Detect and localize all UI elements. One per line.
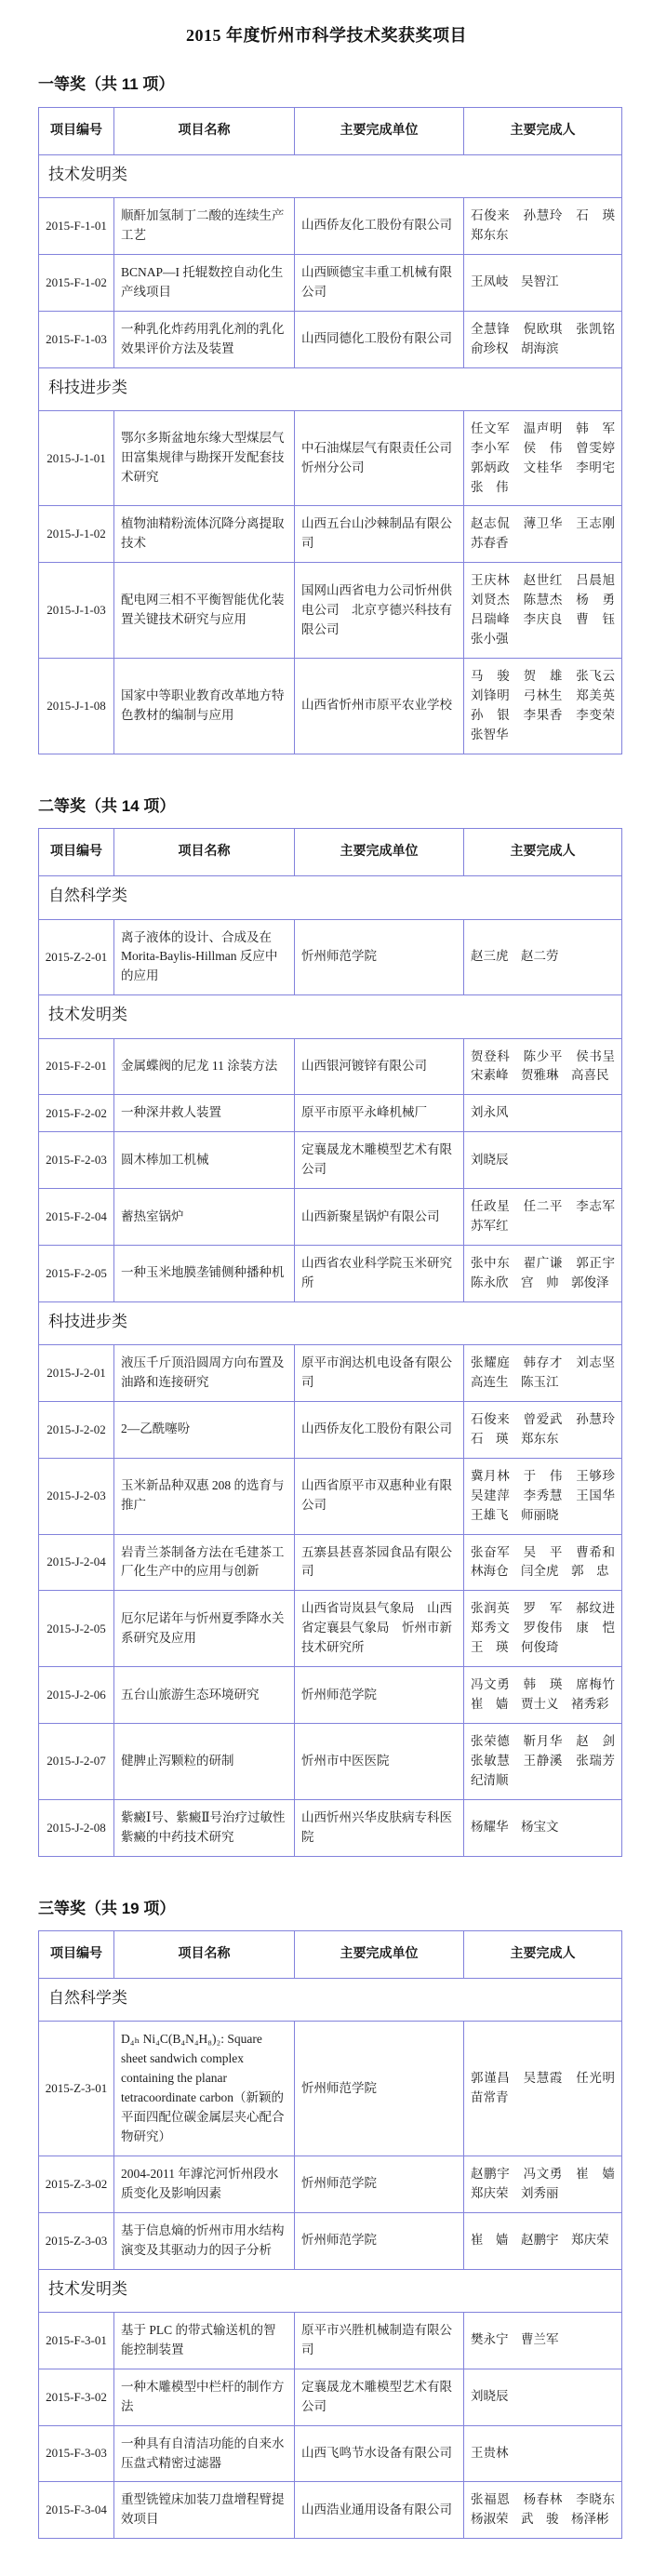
project-row bbox=[39, 1534, 622, 1591]
category-row bbox=[39, 995, 622, 1038]
project-people: 张中东 翟广谦 郭正宇 陈永欣 宫 帅 郭俊泽 bbox=[464, 1246, 622, 1302]
award-sections bbox=[0, 75, 653, 2539]
project-people: 刘晓辰 bbox=[464, 2369, 622, 2425]
project-row bbox=[39, 1345, 622, 1402]
project-row bbox=[39, 2312, 622, 2369]
project-unit: 山西顾德宝丰重工机械有限公司 bbox=[295, 254, 464, 311]
project-name: 紫癜Ⅰ号、紫癜Ⅱ号治疗过敏性紫癜的中药技术研究 bbox=[114, 1799, 295, 1856]
section-heading: 一等奖（共 11 项） bbox=[38, 75, 175, 94]
project-name: 基于 PLC 的带式输送机的智能控制装置 bbox=[114, 2312, 295, 2369]
header-row bbox=[39, 107, 622, 154]
project-id: 2015-J-1-01 bbox=[39, 410, 114, 506]
project-id: 2015-J-2-05 bbox=[39, 1591, 114, 1667]
award-section bbox=[0, 75, 653, 754]
project-id: 2015-J-2-01 bbox=[39, 1345, 114, 1402]
section-heading: 三等奖（共 19 项） bbox=[38, 1899, 176, 1917]
category-label: 科技进步类 bbox=[39, 1301, 622, 1344]
awards-table bbox=[38, 107, 628, 754]
project-row bbox=[39, 2369, 622, 2425]
project-row bbox=[39, 410, 622, 506]
project-people: 张润英 罗 军 郝纹进 郑秀文 罗俊伟 康 恺 王 瑛 何俊琦 bbox=[464, 1591, 622, 1667]
project-people: 刘晓辰 bbox=[464, 1132, 622, 1189]
project-id: 2015-F-2-02 bbox=[39, 1095, 114, 1132]
column-header: 项目编号 bbox=[39, 1931, 114, 1979]
project-unit: 忻州师范学院 bbox=[295, 2212, 464, 2269]
awards-table bbox=[38, 828, 628, 1857]
project-name: 顺酐加氢制丁二酸的连续生产工艺 bbox=[114, 198, 295, 255]
project-people: 贺登科 陈少平 侯书呈 宋素峰 贺雅琳 高喜民 bbox=[464, 1038, 622, 1095]
project-people: 石俊来 曾爱武 孙慧玲 石 瑛 郑东东 bbox=[464, 1401, 622, 1458]
project-row bbox=[39, 919, 622, 995]
project-row bbox=[39, 2212, 622, 2269]
project-id: 2015-F-1-01 bbox=[39, 198, 114, 255]
category-row bbox=[39, 876, 622, 919]
project-name: 2004-2011 年滹沱河忻州段水质变化及影响因素 bbox=[114, 2156, 295, 2212]
project-unit: 山西省岢岚县气象局 山西省定襄县气象局 忻州市新技术研究所 bbox=[295, 1591, 464, 1667]
project-people: 张福恩 杨春林 李晓东 杨淑荣 武 骏 杨泽彬 bbox=[464, 2482, 622, 2539]
project-unit: 忻州师范学院 bbox=[295, 919, 464, 995]
column-header: 主要完成人 bbox=[464, 829, 622, 876]
column-header: 项目编号 bbox=[39, 829, 114, 876]
project-id: 2015-Z-3-02 bbox=[39, 2156, 114, 2212]
project-row bbox=[39, 563, 622, 659]
project-name: 圆木棒加工机械 bbox=[114, 1132, 295, 1189]
project-name: 鄂尔多斯盆地东缘大型煤层气田富集规律与勘探开发配套技术研究 bbox=[114, 410, 295, 506]
project-unit: 原平市原平永峰机械厂 bbox=[295, 1095, 464, 1132]
project-id: 2015-Z-2-01 bbox=[39, 919, 114, 995]
project-row bbox=[39, 1095, 622, 1132]
project-unit: 山西新聚星锅炉有限公司 bbox=[295, 1189, 464, 1246]
project-unit: 定襄晟龙木雕模型艺术有限公司 bbox=[295, 2369, 464, 2425]
project-id: 2015-F-2-05 bbox=[39, 1246, 114, 1302]
project-people: 石俊来 孙慧玲 石 瑛 郑东东 bbox=[464, 198, 622, 255]
project-unit: 山西侨友化工股份有限公司 bbox=[295, 1401, 464, 1458]
project-people: 赵志侃 薄卫华 王志刚 苏春香 bbox=[464, 506, 622, 563]
project-id: 2015-J-2-08 bbox=[39, 1799, 114, 1856]
project-name: 蓄热室锅炉 bbox=[114, 1189, 295, 1246]
project-row bbox=[39, 1667, 622, 1724]
project-people: 张荣德 靳月华 赵 剑 张敏慧 王静溪 张瑞芳 纪清顺 bbox=[464, 1724, 622, 1800]
project-unit: 原平市兴胜机械制造有限公司 bbox=[295, 2312, 464, 2369]
project-row bbox=[39, 2156, 622, 2212]
project-id: 2015-Z-3-03 bbox=[39, 2212, 114, 2269]
project-unit: 中石油煤层气有限责任公司忻州分公司 bbox=[295, 410, 464, 506]
column-header: 主要完成人 bbox=[464, 1931, 622, 1979]
project-id: 2015-F-2-01 bbox=[39, 1038, 114, 1095]
page-title: 2015 年度忻州市科学技术奖获奖项目 bbox=[186, 26, 467, 45]
project-people: 任政星 任二平 李志军 苏军红 bbox=[464, 1189, 622, 1246]
project-unit: 忻州师范学院 bbox=[295, 2022, 464, 2156]
project-id: 2015-J-1-08 bbox=[39, 659, 114, 754]
category-row bbox=[39, 2269, 622, 2312]
project-id: 2015-F-2-03 bbox=[39, 1132, 114, 1189]
project-people: 崔 嫱 赵鹏宇 郑庆荣 bbox=[464, 2212, 622, 2269]
project-name: 玉米新品种双惠 208 的选育与推广 bbox=[114, 1458, 295, 1534]
category-row bbox=[39, 154, 622, 197]
project-unit: 山西省忻州市原平农业学校 bbox=[295, 659, 464, 754]
project-row bbox=[39, 1591, 622, 1667]
category-row bbox=[39, 367, 622, 410]
project-id: 2015-J-1-03 bbox=[39, 563, 114, 659]
project-id: 2015-J-2-02 bbox=[39, 1401, 114, 1458]
project-people: 冀月林 于 伟 王够珍 吴建萍 李秀慧 王国华 王雄飞 师丽晓 bbox=[464, 1458, 622, 1534]
project-id: 2015-J-2-06 bbox=[39, 1667, 114, 1724]
project-unit: 忻州师范学院 bbox=[295, 2156, 464, 2212]
project-people: 王庆林 赵世红 吕晨旭 刘贤杰 陈慧杰 杨 勇 吕瑞峰 李庆良 曹 钰 张小强 bbox=[464, 563, 622, 659]
project-people: 全慧锋 倪欧琪 张凯铭 俞珍权 胡海滨 bbox=[464, 311, 622, 367]
category-label: 自然科学类 bbox=[39, 876, 622, 919]
project-people: 樊永宁 曹兰军 bbox=[464, 2312, 622, 2369]
project-name: BCNAP—I 托辊数控自动化生产线项目 bbox=[114, 254, 295, 311]
project-row bbox=[39, 659, 622, 754]
project-people: 冯文勇 韩 瑛 席梅竹 崔 嫱 贾士义 褚秀彩 bbox=[464, 1667, 622, 1724]
project-unit: 山西忻州兴华皮肤病专科医院 bbox=[295, 1799, 464, 1856]
project-unit: 山西浩业通用设备有限公司 bbox=[295, 2482, 464, 2539]
column-header: 主要完成人 bbox=[464, 107, 622, 154]
project-id: 2015-F-1-02 bbox=[39, 254, 114, 311]
project-row bbox=[39, 198, 622, 255]
project-row bbox=[39, 1799, 622, 1856]
column-header: 项目名称 bbox=[114, 107, 295, 154]
project-people: 张奋军 吴 平 曹希和 林海仓 闫全虎 郭 忠 bbox=[464, 1534, 622, 1591]
project-people: 郭谨昌 吴慧霞 任光明 苗常青 bbox=[464, 2022, 622, 2156]
project-people: 赵鹏宇 冯文勇 崔 嫱 郑庆荣 刘秀丽 bbox=[464, 2156, 622, 2212]
category-label: 技术发明类 bbox=[39, 995, 622, 1038]
column-header: 主要完成单位 bbox=[295, 1931, 464, 1979]
project-row bbox=[39, 1038, 622, 1095]
project-name: 一种具有自清洁功能的自来水压盘式精密过滤器 bbox=[114, 2425, 295, 2482]
award-section bbox=[0, 797, 653, 1857]
project-people: 王凤岐 吴智江 bbox=[464, 254, 622, 311]
project-people: 刘永风 bbox=[464, 1095, 622, 1132]
project-row bbox=[39, 2022, 622, 2156]
category-label: 科技进步类 bbox=[39, 367, 622, 410]
project-row bbox=[39, 2425, 622, 2482]
project-name: 一种玉米地膜垄铺侧种播种机 bbox=[114, 1246, 295, 1302]
project-people: 张耀庭 韩存才 刘志坚 高连生 陈玉江 bbox=[464, 1345, 622, 1402]
project-row bbox=[39, 1401, 622, 1458]
project-id: 2015-F-3-02 bbox=[39, 2369, 114, 2425]
project-unit: 山西省农业科学院玉米研究所 bbox=[295, 1246, 464, 1302]
project-name: 配电网三相不平衡智能优化装置关键技术研究与应用 bbox=[114, 563, 295, 659]
project-id: 2015-J-2-07 bbox=[39, 1724, 114, 1800]
project-id: 2015-F-3-03 bbox=[39, 2425, 114, 2482]
project-name: 健脾止泻颗粒的研制 bbox=[114, 1724, 295, 1800]
project-row bbox=[39, 254, 622, 311]
project-unit: 山西五台山沙棘制品有限公司 bbox=[295, 506, 464, 563]
project-name: 国家中等职业教育改革地方特色教材的编制与应用 bbox=[114, 659, 295, 754]
project-unit: 定襄晟龙木雕模型艺术有限公司 bbox=[295, 1132, 464, 1189]
project-row bbox=[39, 2482, 622, 2539]
project-people: 杨耀华 杨宝文 bbox=[464, 1799, 622, 1856]
project-name: 植物油精粉流体沉降分离提取技术 bbox=[114, 506, 295, 563]
project-name: 液压千斤顶沿圆周方向布置及油路和连接研究 bbox=[114, 1345, 295, 1402]
project-name: 一种乳化炸药用乳化剂的乳化效果评价方法及装置 bbox=[114, 311, 295, 367]
project-name: 五台山旅游生态环境研究 bbox=[114, 1667, 295, 1724]
project-id: 2015-J-1-02 bbox=[39, 506, 114, 563]
project-name: 金属蝶阀的尼龙 11 涂装方法 bbox=[114, 1038, 295, 1095]
project-row bbox=[39, 1246, 622, 1302]
project-people: 马 骏 贺 雄 张飞云 刘锋明 弓林生 郑美英 孙 银 李果香 李变荣 张智华 bbox=[464, 659, 622, 754]
project-people: 王贵林 bbox=[464, 2425, 622, 2482]
project-unit: 山西侨友化工股份有限公司 bbox=[295, 198, 464, 255]
column-header: 项目名称 bbox=[114, 829, 295, 876]
award-section bbox=[0, 1900, 653, 2540]
project-unit: 山西飞鸣节水设备有限公司 bbox=[295, 2425, 464, 2482]
category-label: 自然科学类 bbox=[39, 1979, 622, 2022]
project-id: 2015-F-1-03 bbox=[39, 311, 114, 367]
column-header: 项目编号 bbox=[39, 107, 114, 154]
column-header: 主要完成单位 bbox=[295, 829, 464, 876]
project-unit: 原平市润达机电设备有限公司 bbox=[295, 1345, 464, 1402]
project-unit: 忻州师范学院 bbox=[295, 1667, 464, 1724]
project-name: D₄ₕ Ni₄C(B₄N₄H₈)₂: Square sheet sandwich complex containing the planar tetracoordinate carbon（新颖的平面四配位碳金属层夹心配合物研究） bbox=[114, 2022, 295, 2156]
project-people: 任文军 温声明 韩 军 李小军 侯 伟 曾雯婷 郭炳政 文桂华 李明宅 张 伟 bbox=[464, 410, 622, 506]
header-row bbox=[39, 1931, 622, 1979]
project-row bbox=[39, 1724, 622, 1800]
project-row bbox=[39, 1458, 622, 1534]
project-name: 一种木雕模型中栏杆的制作方法 bbox=[114, 2369, 295, 2425]
project-unit: 山西同德化工股份有限公司 bbox=[295, 311, 464, 367]
project-row bbox=[39, 311, 622, 367]
project-name: 一种深井救人装置 bbox=[114, 1095, 295, 1132]
project-name: 离子液体的设计、合成及在 Morita-Baylis-Hillman 反应中的应用 bbox=[114, 919, 295, 995]
awards-table bbox=[38, 1930, 628, 2539]
project-name: 厄尔尼诺年与忻州夏季降水关系研究及应用 bbox=[114, 1591, 295, 1667]
project-id: 2015-F-2-04 bbox=[39, 1189, 114, 1246]
header-row bbox=[39, 829, 622, 876]
column-header: 主要完成单位 bbox=[295, 107, 464, 154]
project-id: 2015-J-2-04 bbox=[39, 1534, 114, 1591]
project-id: 2015-F-3-01 bbox=[39, 2312, 114, 2369]
project-name: 2—乙酰噻吩 bbox=[114, 1401, 295, 1458]
project-unit: 忻州市中医医院 bbox=[295, 1724, 464, 1800]
project-unit: 国网山西省电力公司忻州供电公司 北京亨德兴科技有限公司 bbox=[295, 563, 464, 659]
category-row bbox=[39, 1301, 622, 1344]
project-row bbox=[39, 1132, 622, 1189]
project-name: 基于信息熵的忻州市用水结构演变及其驱动力的因子分析 bbox=[114, 2212, 295, 2269]
category-row bbox=[39, 1979, 622, 2022]
project-unit: 山西省原平市双惠种业有限公司 bbox=[295, 1458, 464, 1534]
project-id: 2015-Z-3-01 bbox=[39, 2022, 114, 2156]
section-heading: 二等奖（共 14 项） bbox=[38, 796, 176, 815]
project-name: 岩青兰茶制备方法在毛建茶工厂化生产中的应用与创新 bbox=[114, 1534, 295, 1591]
category-label: 技术发明类 bbox=[39, 2269, 622, 2312]
project-unit: 山西银河镀锌有限公司 bbox=[295, 1038, 464, 1095]
project-row bbox=[39, 1189, 622, 1246]
project-row bbox=[39, 506, 622, 563]
project-people: 赵三虎 赵二劳 bbox=[464, 919, 622, 995]
project-name: 重型铣镗床加装刀盘增程臂提效项目 bbox=[114, 2482, 295, 2539]
project-id: 2015-J-2-03 bbox=[39, 1458, 114, 1534]
column-header: 项目名称 bbox=[114, 1931, 295, 1979]
category-label: 技术发明类 bbox=[39, 154, 622, 197]
project-id: 2015-F-3-04 bbox=[39, 2482, 114, 2539]
project-unit: 五寨县甚喜茶园食品有限公司 bbox=[295, 1534, 464, 1591]
